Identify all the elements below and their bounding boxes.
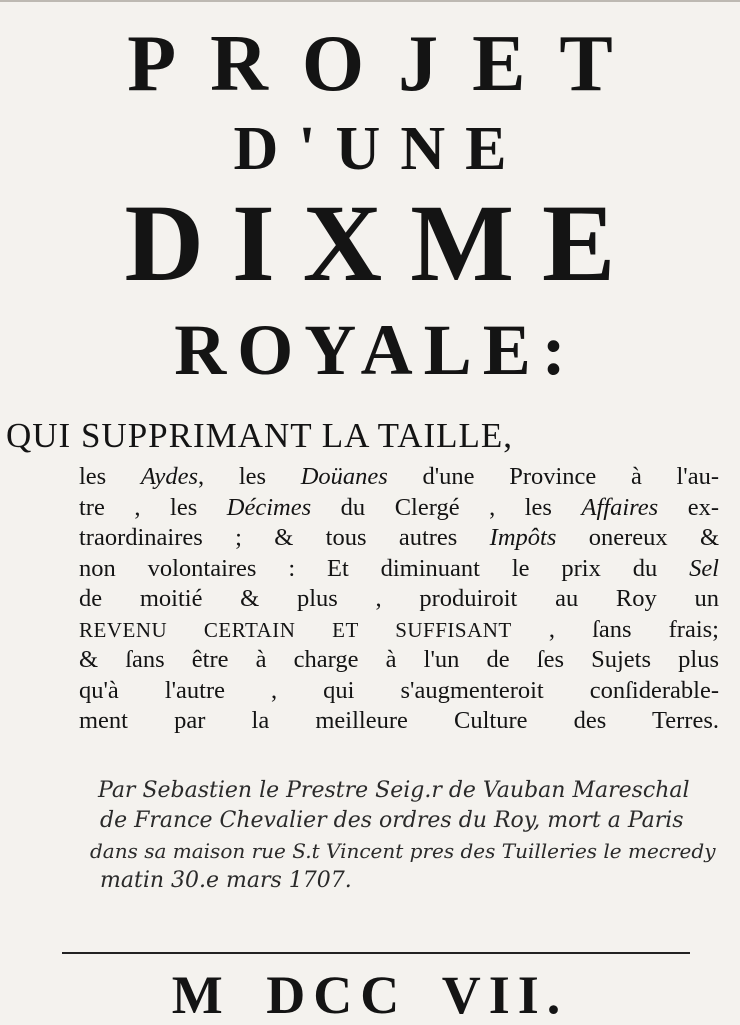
handwritten-line: matin 30.e mars 1707. <box>100 868 352 893</box>
smallcaps-run: REVENU CERTAIN ET SUFFISANT <box>79 617 512 642</box>
text-run: tre , les <box>79 493 227 521</box>
handwritten-line: Par Sebastien le Prestre Seig.r de Vauban Mareschal <box>98 778 690 803</box>
text-run: les <box>79 463 141 490</box>
publication-date: M DCC VII. <box>171 965 569 1025</box>
title-royale: ROYALE: <box>174 310 577 390</box>
text-run: du Clergé , les <box>311 493 582 521</box>
italic-run: Doüanes <box>300 463 388 490</box>
italic-run: Aydes <box>140 463 199 490</box>
subtitle-lead: QUI SUPPRIMANT LA TAILLE, <box>6 416 514 455</box>
handwritten-line: de France Chevalier des ordres du Roy, mort a Paris <box>100 808 684 833</box>
text-run: non volontaires : Et diminuant le prix du <box>79 554 690 582</box>
text-run: ment par la meilleure Culture des Terres. <box>79 707 719 734</box>
title-projet: PROJET <box>127 20 647 108</box>
title-dixme: DIXME <box>124 182 644 304</box>
text-run: de moitié & plus , produiroit au Roy un <box>79 585 719 612</box>
text-run: & ſans être à charge à l'un de ſes Sujets plus <box>79 646 719 673</box>
text-run: d'une Province à l'au- <box>387 463 719 490</box>
text-run: qu'à l'autre , qui s'augmenteroit conſiderable- <box>79 676 719 704</box>
title-dune: D'UNE <box>233 115 527 183</box>
italic-run: Décimes <box>226 493 312 521</box>
italic-run: Sel <box>689 554 719 582</box>
italic-run: Impôts <box>489 524 557 551</box>
divider-rule <box>62 952 690 954</box>
text-run: , les <box>198 463 301 490</box>
text-run: , ſans frais; <box>511 615 719 643</box>
subtitle-paragraph <box>79 462 719 737</box>
handwritten-annotation <box>0 776 740 896</box>
handwritten-line: dans sa maison rue S.t Vincent pres des Tuilleries le mecredy <box>90 839 716 863</box>
text-run: traordinaires ; & tous autres <box>79 524 490 551</box>
text-run: onereux & <box>556 524 719 551</box>
top-edge <box>0 0 740 2</box>
italic-run: Affaires <box>581 493 659 521</box>
text-run: ex- <box>658 493 719 521</box>
